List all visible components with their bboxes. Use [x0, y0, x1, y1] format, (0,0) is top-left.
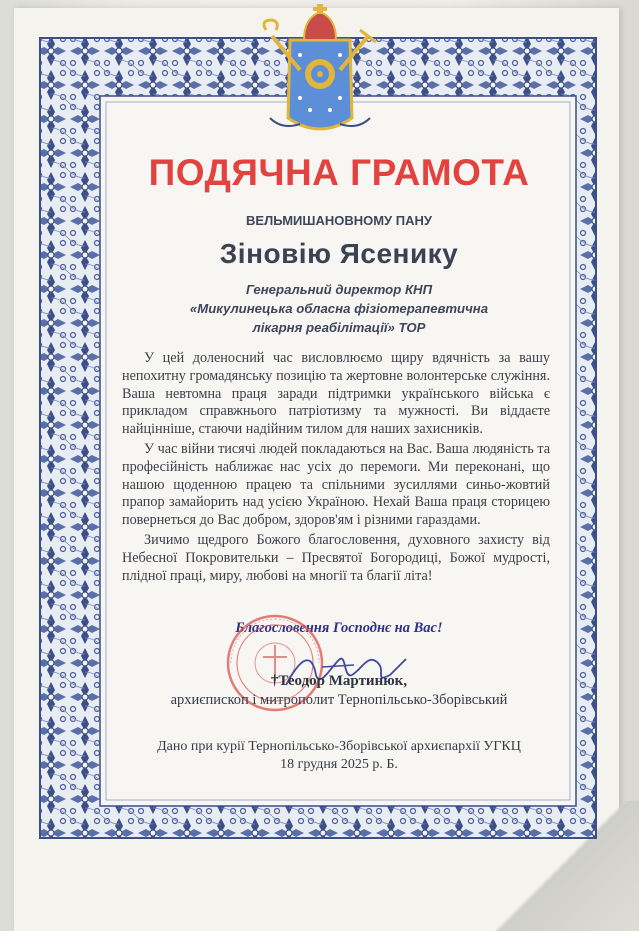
issued-date: 18 грудня 2025 р. Б.: [280, 757, 398, 772]
position-line: Генеральний директор КНП: [245, 282, 433, 297]
body-paragraph: Зичимо щедрого Божого благословення, духовного захисту від Небесної Покровительки – Пресвятої Богородиці, Божої мудрості, плідної праці, миру, любові на многії та благії літа!: [122, 531, 550, 584]
certificate-body: [122, 350, 550, 587]
position-line: «Микулинецька обласна фізіотерапевтична: [189, 301, 489, 316]
address-line: ВЕЛЬМИШАНОВНОМУ ПАНУ: [246, 213, 432, 228]
body-paragraph: У цей доленосний час висловлюємо щиру вдячність за вашу непохитну громадянську позицію та жертовне волонтерське служіння. Ваша невтомна праця заради підтримки українського війська є прикладом справжнього патріотизму та мужності. Ви віддаєте найцінніше, стаючи надійним тилом для наших захисників.: [122, 350, 550, 438]
signer-title: архиєпископ і митрополит Тернопільсько-Зборівський: [170, 692, 508, 708]
body-paragraph: У час війни тисячі людей покладаються на Вас. Ваша людяність та професійність наближає нас усіх до перемоги. Ми переконані, що нашою щоденною працею та спільними зусиллями синьо-жовтий прапор замайорить над усією Україною. Нехай Ваша праця сторицею повернеться до Вас добром, здоров'ям і різними гараздами.: [122, 440, 550, 529]
issued-note: [108, 738, 570, 774]
recipient-position: [108, 280, 570, 337]
signer-name: †Теодор Мартинюк,: [270, 673, 408, 689]
position-line: лікарня реабілітації» ТОР: [252, 320, 426, 335]
recipient-name: Зіновію Ясенику: [219, 238, 459, 269]
issued-place: Дано при курії Тернопільсько-Зборівської архиєпархії УГКЦ: [157, 739, 521, 754]
blessing-line: Благословення Господнє на Вас!: [235, 620, 443, 636]
certificate-title: ПОДЯЧНА ГРАМОТА: [148, 152, 530, 193]
